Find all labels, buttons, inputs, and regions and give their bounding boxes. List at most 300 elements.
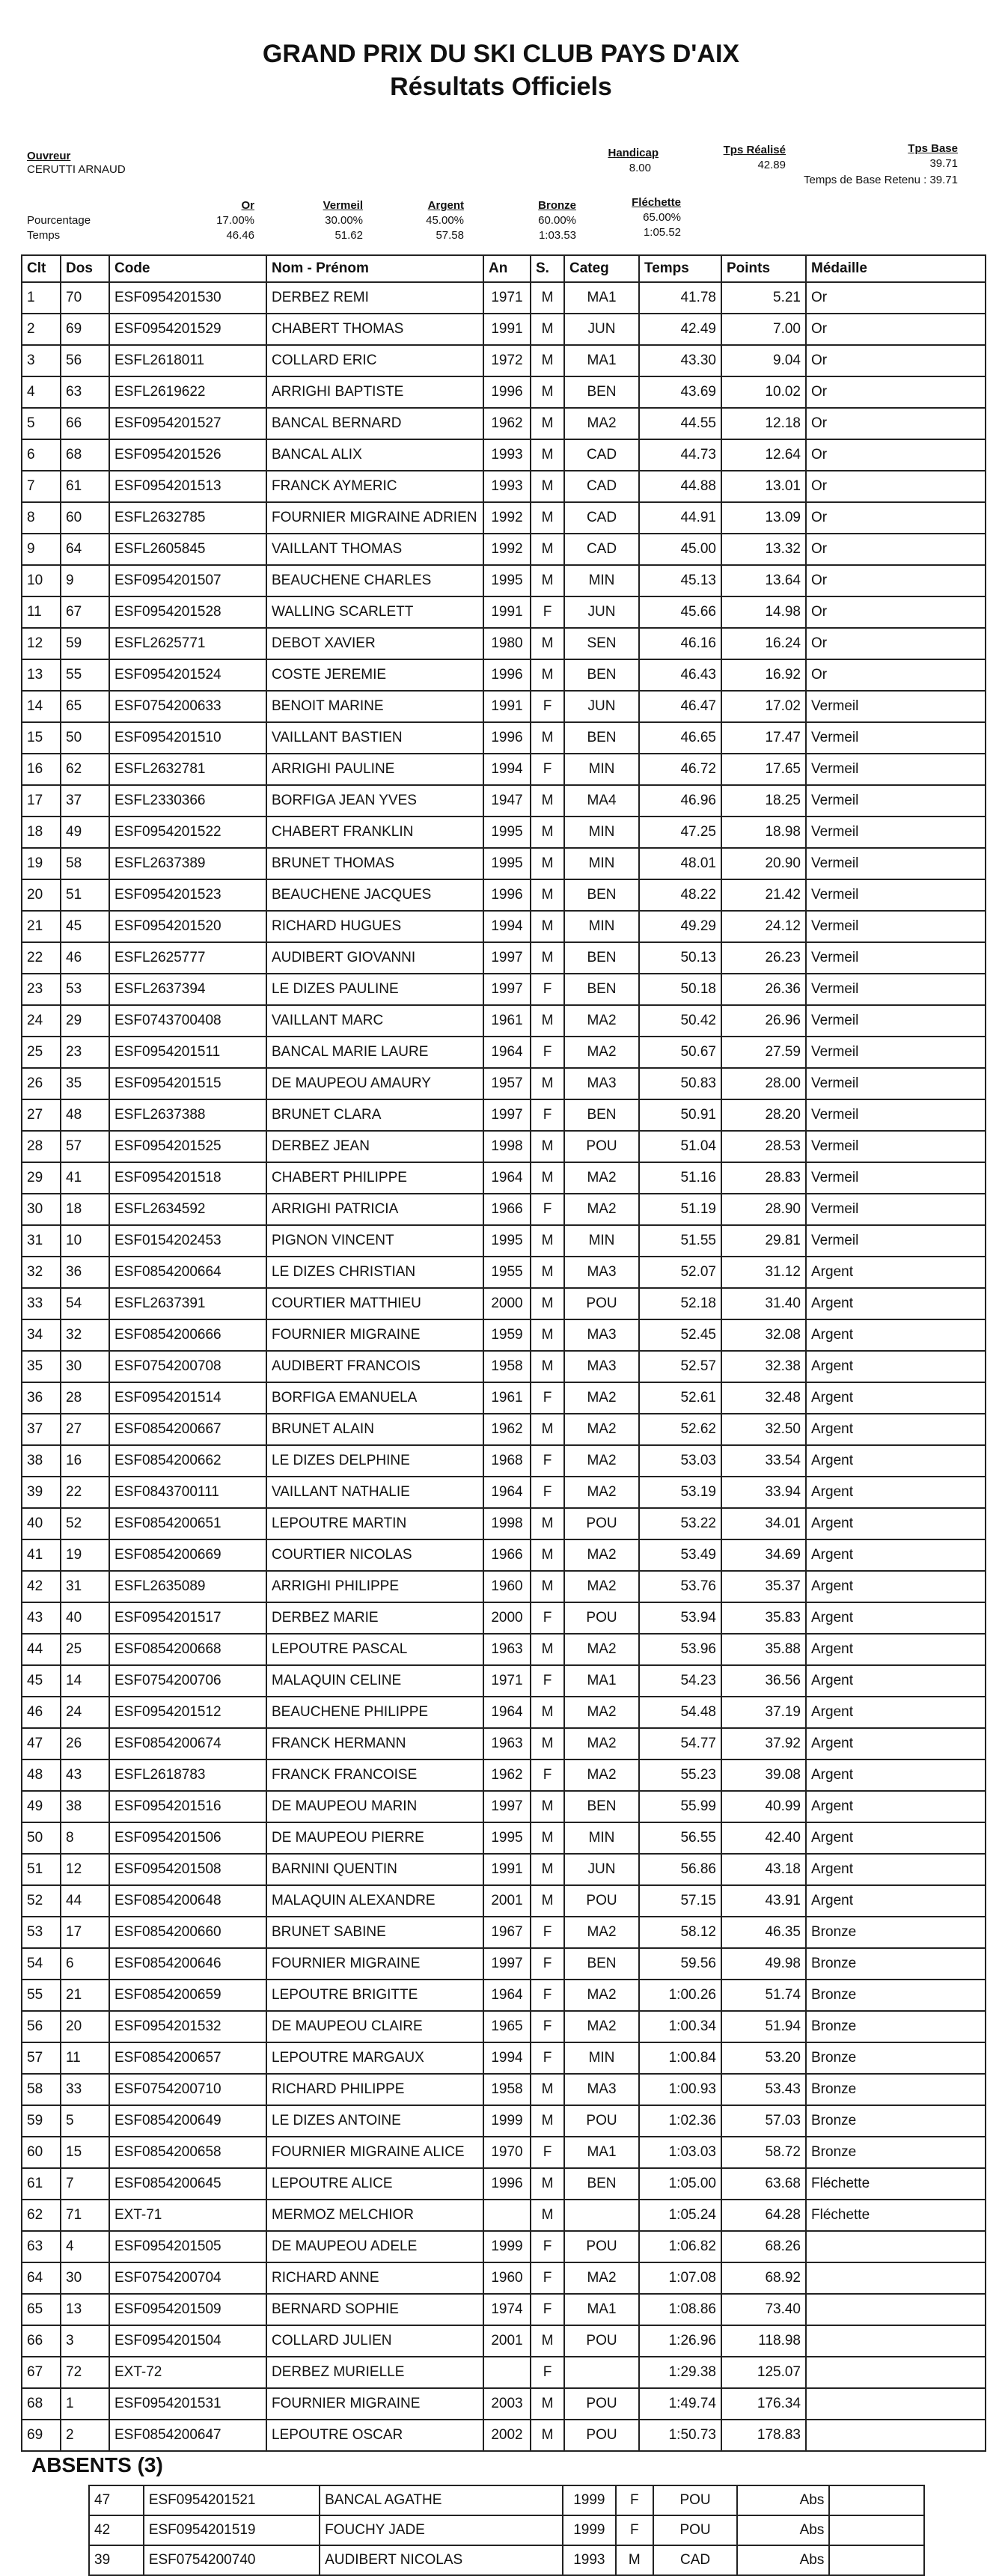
cell-temps: 1:50.73 — [639, 2420, 721, 2451]
cell-sexe: M — [531, 1697, 564, 1728]
cell-sexe: F — [531, 1665, 564, 1697]
cell-dos: 30 — [61, 2262, 109, 2294]
cell-categ: BEN — [564, 1948, 639, 1980]
table-row — [22, 2262, 986, 2294]
cell-dos: 24 — [61, 1697, 109, 1728]
cell-clt: 44 — [22, 1634, 61, 1665]
cell-temps: 46.47 — [639, 691, 721, 722]
cell-medaille: Argent — [806, 1571, 986, 1602]
cell-medaille: Bronze — [806, 1917, 986, 1948]
cell-categ: POU — [564, 1131, 639, 1162]
absent-row — [89, 2485, 924, 2515]
cell-an: 1993 — [483, 471, 531, 502]
cell-temps: 44.88 — [639, 471, 721, 502]
cell-nom: RICHARD ANNE — [266, 2262, 483, 2294]
cell-medaille: Argent — [806, 1414, 986, 1445]
cell-dos: 51 — [61, 879, 109, 911]
cell-clt: 23 — [22, 974, 61, 1005]
cell-points: 26.23 — [721, 942, 806, 974]
table-row — [22, 1508, 986, 1539]
cell-points: 35.37 — [721, 1571, 806, 1602]
cell-an: 1970 — [483, 2137, 531, 2168]
cell-clt: 40 — [22, 1508, 61, 1539]
cell-code: ESFL2637388 — [109, 1099, 266, 1131]
table-row — [22, 659, 986, 691]
cell-an: 1959 — [483, 1319, 531, 1351]
cell-medaille: Bronze — [806, 1948, 986, 1980]
cell-temps: 46.96 — [639, 785, 721, 817]
cell-sexe: M — [531, 1351, 564, 1382]
cell-code: ESF0754200710 — [109, 2074, 266, 2105]
cell-an: 1995 — [483, 1225, 531, 1257]
cell-categ: BEN — [564, 2168, 639, 2200]
cell-points: 178.83 — [721, 2420, 806, 2451]
cell-sexe: F — [531, 2231, 564, 2262]
cell-categ: POU — [564, 1288, 639, 1319]
pourcentage-label: Pourcentage — [27, 214, 91, 227]
cell-clt: 54 — [22, 1948, 61, 1980]
cell-sexe: M — [531, 502, 564, 534]
cell-sexe: M — [531, 1257, 564, 1288]
cell-sexe: F — [531, 1917, 564, 1948]
cell-temps: 51.04 — [639, 1131, 721, 1162]
table-row — [22, 1665, 986, 1697]
cell-clt: 39 — [22, 1477, 61, 1508]
cell-code: ESF0754200704 — [109, 2262, 266, 2294]
cell-nom: VAILLANT NATHALIE — [266, 1477, 483, 1508]
cell-an: 1991 — [483, 1854, 531, 1885]
cell-dos: 19 — [61, 1539, 109, 1571]
cell-code: ESF0954201507 — [109, 565, 266, 596]
cell-code: ESF0954201513 — [109, 471, 266, 502]
cell-nom: PIGNON VINCENT — [266, 1225, 483, 1257]
table-row — [22, 817, 986, 848]
cell-sexe: M — [531, 1288, 564, 1319]
cell-sexe: M — [531, 2388, 564, 2420]
cell-code: ESFL2632785 — [109, 502, 266, 534]
cell-categ: JUN — [564, 1854, 639, 1885]
cell-sexe: M — [531, 376, 564, 408]
cell-dos: 32 — [61, 1319, 109, 1351]
cell-dos: 12 — [61, 1854, 109, 1885]
medal-or-time: 46.46 — [226, 229, 254, 242]
cell-points: 46.35 — [721, 1917, 806, 1948]
cell-dos: 10 — [61, 1225, 109, 1257]
cell-an: 1974 — [483, 2294, 531, 2325]
table-row — [22, 1477, 986, 1508]
cell-medaille: Argent — [806, 1257, 986, 1288]
table-row — [22, 754, 986, 785]
cell-temps: 50.67 — [639, 1037, 721, 1068]
cell-an: 1962 — [483, 1414, 531, 1445]
cell-an: 1964 — [483, 1162, 531, 1194]
cell-dos: 55 — [61, 659, 109, 691]
cell-clt: 64 — [22, 2262, 61, 2294]
cell-sexe: M — [531, 1131, 564, 1162]
cell-an: 1963 — [483, 1728, 531, 1759]
cell-nom: DERBEZ MURIELLE — [266, 2357, 483, 2388]
cell-medaille: Vermeil — [806, 1131, 986, 1162]
cell-an: 1999 — [483, 2105, 531, 2137]
cell-points: 68.92 — [721, 2262, 806, 2294]
cell-dos: 44 — [61, 1885, 109, 1917]
cell-points: 17.02 — [721, 691, 806, 722]
cell-medaille — [806, 2420, 986, 2451]
cell-an: 1962 — [483, 408, 531, 439]
cell-nom: CHABERT PHILIPPE — [266, 1162, 483, 1194]
cell-nom: DERBEZ REMI — [266, 282, 483, 314]
cell-an: 1961 — [483, 1382, 531, 1414]
table-row — [22, 974, 986, 1005]
cell-clt: 43 — [22, 1602, 61, 1634]
cell-medaille: Fléchette — [806, 2200, 986, 2231]
cell-medaille: Vermeil — [806, 1099, 986, 1131]
cell-temps: 53.96 — [639, 1634, 721, 1665]
cell-sexe: M — [531, 1068, 564, 1099]
cell-temps: 46.16 — [639, 628, 721, 659]
cell-dos: 58 — [61, 848, 109, 879]
table-row — [22, 1351, 986, 1382]
cell-clt: 33 — [22, 1288, 61, 1319]
table-row — [22, 2105, 986, 2137]
cell-points: 34.01 — [721, 1508, 806, 1539]
absent-cell-sexe: F — [616, 2515, 653, 2545]
cell-nom: FOURNIER MIGRAINE ALICE — [266, 2137, 483, 2168]
cell-points: 36.56 — [721, 1665, 806, 1697]
cell-points: 28.83 — [721, 1162, 806, 1194]
cell-categ: CAD — [564, 502, 639, 534]
cell-sexe: M — [531, 2168, 564, 2200]
cell-code: ESF0954201510 — [109, 722, 266, 754]
cell-code: ESF0854200651 — [109, 1508, 266, 1539]
cell-dos: 54 — [61, 1288, 109, 1319]
col-header-medaille: Médaille — [806, 255, 986, 282]
cell-temps: 43.69 — [639, 376, 721, 408]
cell-nom: DE MAUPEOU CLAIRE — [266, 2011, 483, 2042]
cell-clt: 5 — [22, 408, 61, 439]
cell-categ: POU — [564, 2388, 639, 2420]
table-row — [22, 722, 986, 754]
absent-cell-categ: POU — [653, 2515, 737, 2545]
cell-sexe: M — [531, 2200, 564, 2231]
cell-clt: 69 — [22, 2420, 61, 2451]
cell-an: 1971 — [483, 1665, 531, 1697]
cell-an: 1996 — [483, 722, 531, 754]
cell-clt: 62 — [22, 2200, 61, 2231]
cell-dos: 31 — [61, 1571, 109, 1602]
cell-clt: 2 — [22, 314, 61, 345]
cell-clt: 10 — [22, 565, 61, 596]
cell-dos: 28 — [61, 1382, 109, 1414]
cell-medaille: Vermeil — [806, 754, 986, 785]
cell-code: ESF0954201527 — [109, 408, 266, 439]
cell-sexe: M — [531, 2325, 564, 2357]
cell-nom: DERBEZ JEAN — [266, 1131, 483, 1162]
cell-code: ESFL2634592 — [109, 1194, 266, 1225]
cell-nom: BRUNET SABINE — [266, 1917, 483, 1948]
cell-clt: 12 — [22, 628, 61, 659]
cell-code: ESF0954201518 — [109, 1162, 266, 1194]
table-row — [22, 1571, 986, 1602]
cell-dos: 46 — [61, 942, 109, 974]
cell-an: 1991 — [483, 691, 531, 722]
cell-code: ESF0854200669 — [109, 1539, 266, 1571]
cell-nom: DEBOT XAVIER — [266, 628, 483, 659]
cell-an: 1994 — [483, 911, 531, 942]
cell-dos: 70 — [61, 282, 109, 314]
cell-categ: POU — [564, 2325, 639, 2357]
cell-an: 1994 — [483, 754, 531, 785]
cell-nom: WALLING SCARLETT — [266, 596, 483, 628]
cell-nom: VAILLANT BASTIEN — [266, 722, 483, 754]
cell-medaille: Bronze — [806, 2105, 986, 2137]
cell-clt: 55 — [22, 1980, 61, 2011]
cell-clt: 57 — [22, 2042, 61, 2074]
cell-clt: 22 — [22, 942, 61, 974]
cell-sexe: M — [531, 1414, 564, 1445]
cell-dos: 4 — [61, 2231, 109, 2262]
cell-clt: 29 — [22, 1162, 61, 1194]
cell-points: 42.40 — [721, 1822, 806, 1854]
cell-temps: 52.45 — [639, 1319, 721, 1351]
cell-categ: MA1 — [564, 2137, 639, 2168]
cell-points: 35.83 — [721, 1602, 806, 1634]
cell-sexe: M — [531, 314, 564, 345]
cell-sexe: F — [531, 2357, 564, 2388]
cell-dos: 41 — [61, 1162, 109, 1194]
cell-sexe: M — [531, 911, 564, 942]
cell-points: 53.20 — [721, 2042, 806, 2074]
cell-code: ESF0954201524 — [109, 659, 266, 691]
cell-an: 2002 — [483, 2420, 531, 2451]
cell-clt: 48 — [22, 1759, 61, 1791]
temps-label: Temps — [27, 229, 61, 242]
cell-clt: 3 — [22, 345, 61, 376]
cell-sexe: M — [531, 942, 564, 974]
absent-cell-an: 1999 — [563, 2515, 616, 2545]
cell-points: 49.98 — [721, 1948, 806, 1980]
cell-code: ESFL2605845 — [109, 534, 266, 565]
cell-categ: MA2 — [564, 1037, 639, 1068]
cell-temps: 41.78 — [639, 282, 721, 314]
cell-nom: MALAQUIN ALEXANDRE — [266, 1885, 483, 1917]
cell-medaille: Bronze — [806, 2011, 986, 2042]
cell-medaille — [806, 2357, 986, 2388]
cell-medaille: Vermeil — [806, 1005, 986, 1037]
medal-vermeil-time: 51.62 — [334, 229, 363, 242]
cell-nom: ARRIGHI PAULINE — [266, 754, 483, 785]
cell-points: 34.69 — [721, 1539, 806, 1571]
cell-nom: LEPOUTRE OSCAR — [266, 2420, 483, 2451]
cell-sexe: M — [531, 1634, 564, 1665]
cell-temps: 52.07 — [639, 1257, 721, 1288]
cell-an: 1964 — [483, 1697, 531, 1728]
cell-sexe: M — [531, 1319, 564, 1351]
cell-code: ESF0754200708 — [109, 1351, 266, 1382]
table-row — [22, 1225, 986, 1257]
medal-or-pct: 17.00% — [216, 214, 254, 227]
cell-nom: LEPOUTRE PASCAL — [266, 1634, 483, 1665]
cell-temps: 54.48 — [639, 1697, 721, 1728]
cell-code: ESFL2619622 — [109, 376, 266, 408]
cell-categ: BEN — [564, 659, 639, 691]
cell-points: 12.18 — [721, 408, 806, 439]
table-row — [22, 408, 986, 439]
cell-sexe: M — [531, 848, 564, 879]
cell-code: ESF0954201531 — [109, 2388, 266, 2420]
cell-dos: 1 — [61, 2388, 109, 2420]
cell-temps: 46.65 — [639, 722, 721, 754]
cell-sexe: F — [531, 1037, 564, 1068]
cell-code: ESFL2637389 — [109, 848, 266, 879]
cell-an: 1955 — [483, 1257, 531, 1288]
cell-sexe: F — [531, 1477, 564, 1508]
cell-temps: 51.19 — [639, 1194, 721, 1225]
cell-points: 64.28 — [721, 2200, 806, 2231]
cell-sexe: M — [531, 1854, 564, 1885]
cell-categ: POU — [564, 1885, 639, 1917]
cell-points: 31.12 — [721, 1257, 806, 1288]
cell-medaille: Argent — [806, 1319, 986, 1351]
cell-clt: 21 — [22, 911, 61, 942]
ouvreur-label: Ouvreur — [27, 150, 71, 162]
cell-nom: BEAUCHENE JACQUES — [266, 879, 483, 911]
cell-medaille: Vermeil — [806, 722, 986, 754]
document-subtitle: Résultats Officiels — [390, 73, 612, 101]
cell-nom: AUDIBERT FRANCOIS — [266, 1351, 483, 1382]
cell-clt: 47 — [22, 1728, 61, 1759]
cell-categ: MA2 — [564, 408, 639, 439]
cell-code: ESFL2618011 — [109, 345, 266, 376]
cell-dos: 37 — [61, 785, 109, 817]
cell-dos: 38 — [61, 1791, 109, 1822]
cell-temps: 43.30 — [639, 345, 721, 376]
cell-nom: FOURNIER MIGRAINE — [266, 1948, 483, 1980]
cell-nom: BEAUCHENE PHILIPPE — [266, 1697, 483, 1728]
cell-categ: POU — [564, 2105, 639, 2137]
cell-categ: MA2 — [564, 2262, 639, 2294]
cell-temps: 50.83 — [639, 1068, 721, 1099]
cell-temps: 44.73 — [639, 439, 721, 471]
cell-code: ESFL2637394 — [109, 974, 266, 1005]
cell-nom: VAILLANT MARC — [266, 1005, 483, 1037]
cell-points: 28.90 — [721, 1194, 806, 1225]
cell-nom: FRANCK HERMANN — [266, 1728, 483, 1759]
cell-sexe: F — [531, 2137, 564, 2168]
table-row — [22, 848, 986, 879]
cell-temps: 1:06.82 — [639, 2231, 721, 2262]
cell-medaille: Or — [806, 534, 986, 565]
cell-points: 29.81 — [721, 1225, 806, 1257]
cell-medaille: Argent — [806, 1791, 986, 1822]
cell-dos: 6 — [61, 1948, 109, 1980]
cell-clt: 59 — [22, 2105, 61, 2137]
cell-clt: 27 — [22, 1099, 61, 1131]
cell-nom: MERMOZ MELCHIOR — [266, 2200, 483, 2231]
cell-sexe: M — [531, 1225, 564, 1257]
table-row — [22, 1068, 986, 1099]
cell-code: ESF0954201532 — [109, 2011, 266, 2042]
table-row — [22, 1445, 986, 1477]
cell-nom: ARRIGHI PHILIPPE — [266, 1571, 483, 1602]
cell-medaille: Argent — [806, 1351, 986, 1382]
cell-points: 51.94 — [721, 2011, 806, 2042]
cell-clt: 35 — [22, 1351, 61, 1382]
cell-dos: 62 — [61, 754, 109, 785]
cell-medaille: Argent — [806, 1697, 986, 1728]
medal-argent-label: Argent — [427, 199, 464, 212]
table-row — [22, 502, 986, 534]
cell-code: ESF0854200658 — [109, 2137, 266, 2168]
cell-points: 28.20 — [721, 1099, 806, 1131]
table-row — [22, 282, 986, 314]
cell-sexe: M — [531, 1005, 564, 1037]
cell-medaille — [806, 2388, 986, 2420]
cell-nom: RICHARD PHILIPPE — [266, 2074, 483, 2105]
cell-sexe: M — [531, 2105, 564, 2137]
table-row — [22, 2357, 986, 2388]
cell-temps: 1:08.86 — [639, 2294, 721, 2325]
cell-categ: MA2 — [564, 1571, 639, 1602]
cell-medaille: Or — [806, 408, 986, 439]
cell-sexe: M — [531, 1822, 564, 1854]
cell-points: 31.40 — [721, 1288, 806, 1319]
cell-dos: 65 — [61, 691, 109, 722]
cell-categ: MA2 — [564, 1634, 639, 1665]
cell-clt: 61 — [22, 2168, 61, 2200]
cell-categ: MIN — [564, 565, 639, 596]
cell-medaille: Or — [806, 659, 986, 691]
temps-base-retenu: Temps de Base Retenu : 39.71 — [804, 174, 958, 186]
cell-medaille: Vermeil — [806, 1068, 986, 1099]
cell-categ: CAD — [564, 439, 639, 471]
cell-dos: 25 — [61, 1634, 109, 1665]
cell-code: ESF0854200645 — [109, 2168, 266, 2200]
cell-nom: BRUNET ALAIN — [266, 1414, 483, 1445]
cell-an: 1997 — [483, 974, 531, 1005]
cell-clt: 1 — [22, 282, 61, 314]
cell-dos: 26 — [61, 1728, 109, 1759]
cell-categ: JUN — [564, 691, 639, 722]
cell-code: ESF0854200664 — [109, 1257, 266, 1288]
cell-points: 73.40 — [721, 2294, 806, 2325]
table-row — [22, 2074, 986, 2105]
cell-an: 1961 — [483, 1005, 531, 1037]
table-row — [22, 1917, 986, 1948]
cell-an: 1996 — [483, 376, 531, 408]
cell-an: 2003 — [483, 2388, 531, 2420]
cell-medaille: Or — [806, 345, 986, 376]
cell-an: 2000 — [483, 1602, 531, 1634]
cell-temps: 45.00 — [639, 534, 721, 565]
cell-medaille: Vermeil — [806, 942, 986, 974]
table-row — [22, 691, 986, 722]
table-row — [22, 1257, 986, 1288]
cell-nom: LE DIZES DELPHINE — [266, 1445, 483, 1477]
cell-categ: BEN — [564, 879, 639, 911]
table-row — [22, 1162, 986, 1194]
cell-clt: 42 — [22, 1571, 61, 1602]
cell-clt: 9 — [22, 534, 61, 565]
handicap-value: 8.00 — [629, 162, 651, 174]
cell-code: ESF0954201511 — [109, 1037, 266, 1068]
cell-points: 118.98 — [721, 2325, 806, 2357]
cell-sexe: M — [531, 408, 564, 439]
cell-points: 43.18 — [721, 1854, 806, 1885]
col-header-sexe: S. — [531, 255, 564, 282]
absent-cell-temps: Abs — [737, 2545, 829, 2575]
cell-an: 1997 — [483, 1791, 531, 1822]
